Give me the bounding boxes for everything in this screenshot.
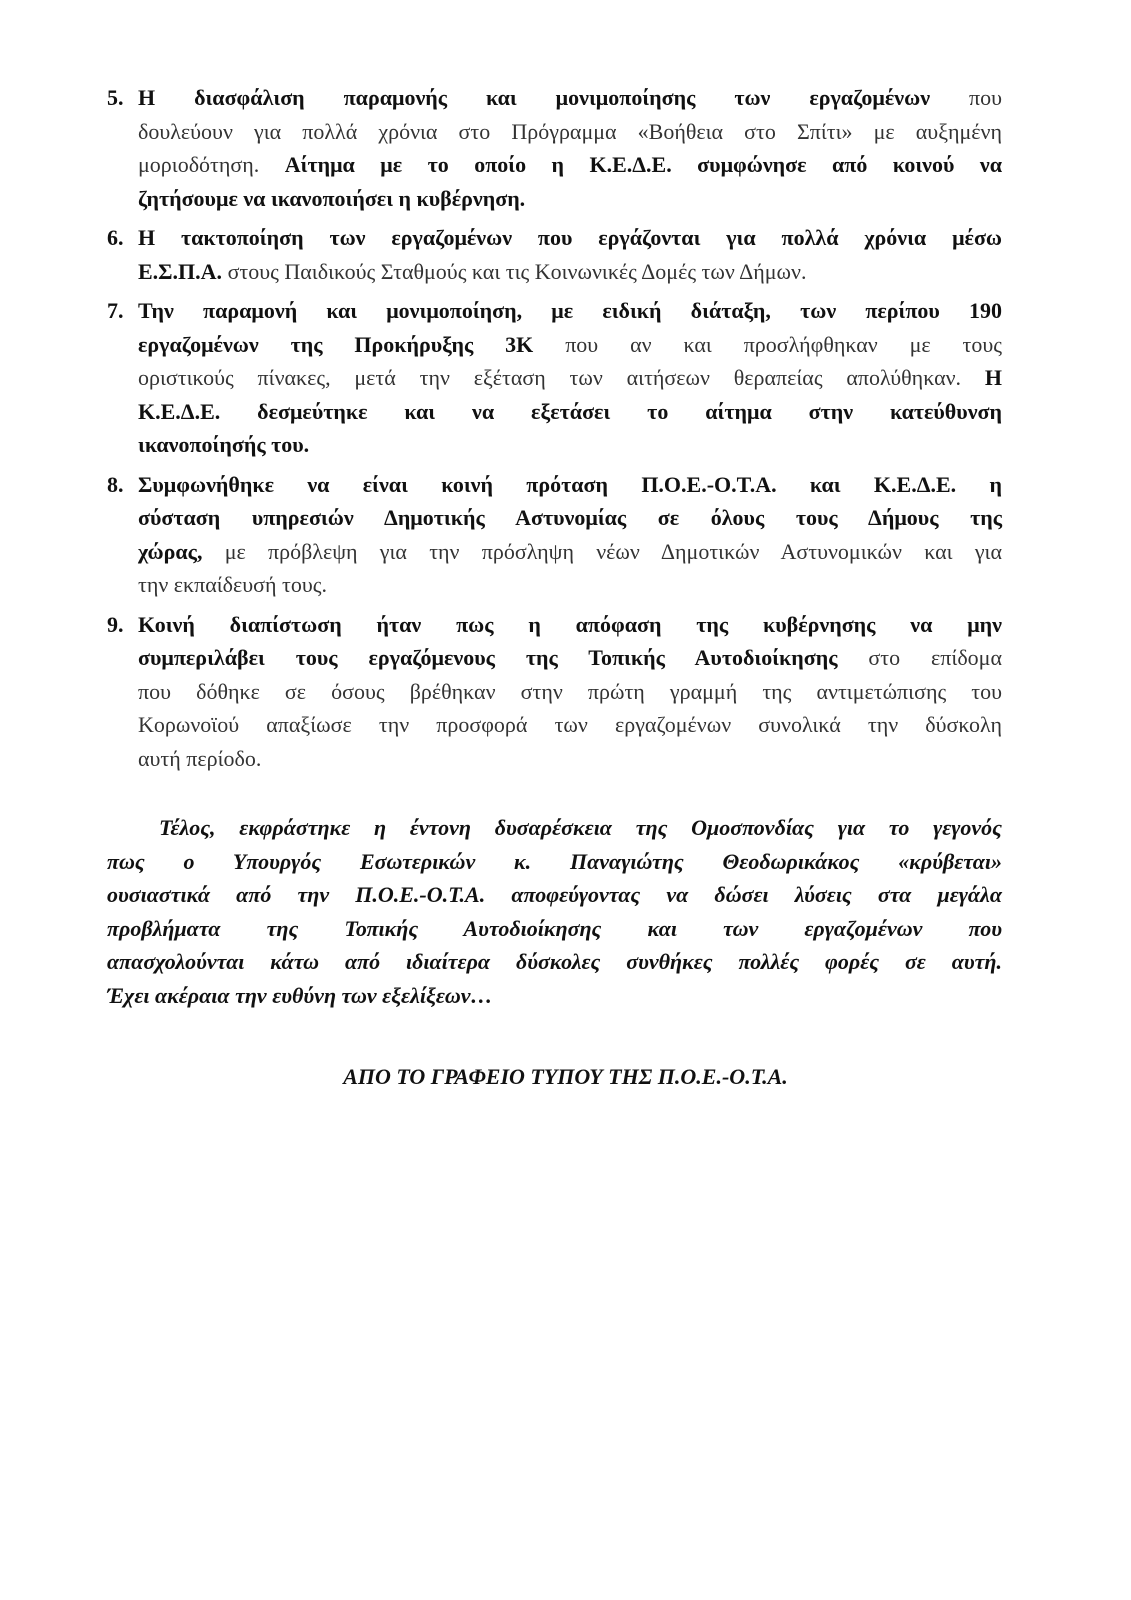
regular-text: που δόθηκε σε όσους βρέθηκαν στην πρώτη γραμμή της αντιμετώπισης του xyxy=(138,678,1002,704)
regular-text: με πρόβλεψη για την πρόσληψη νέων Δημοτικών Αστυνομικών και για xyxy=(202,538,1002,564)
closing-line: απασχολούνται κάτω από ιδιαίτερα δύσκολες συνθήκες πολλές φορές σε αυτή. xyxy=(107,949,1002,974)
bold-text: Η διασφάλιση παραμονής και μονιμοποίησης των εργαζομένων xyxy=(138,85,931,110)
text-line xyxy=(138,294,1002,328)
text-line xyxy=(138,568,1002,602)
closing-line: πως ο Υπουργός Εσωτερικών κ. Παναγιώτης Θεοδωρικάκος «κρύβεται» xyxy=(107,848,1002,874)
text-line xyxy=(138,428,1002,462)
bold-text: συμπεριλάβει τους εργαζόμενους της Τοπικής Αυτοδιοίκησης xyxy=(138,645,838,670)
bold-text: Κ.Ε.Δ.Ε. δεσμεύτηκε και να εξετάσει το αίτημα στην κατεύθυνση xyxy=(138,398,1002,424)
bold-text: Συμφωνήθηκε να είναι κοινή πρόταση Π.Ο.Ε.-Ο.Τ.Α. και Κ.Ε.Δ.Ε. η xyxy=(138,471,1002,497)
list-item xyxy=(107,81,1002,215)
regular-text: που αν και προσλήφθηκαν με τους xyxy=(533,331,1002,357)
bold-text: ζητήσουμε να ικανοποιήσει η κυβέρνηση. xyxy=(138,185,526,211)
text-line xyxy=(138,608,1002,642)
text-line xyxy=(138,501,1002,535)
regular-text: δουλεύουν για πολλά χρόνια στο Πρόγραμμα «Βοήθεια στο Σπίτι» με αυξημένη xyxy=(138,118,1002,144)
regular-text: οριστικούς πίνακες, μετά την εξέταση των αιτήσεων θεραπείας απολύθηκαν. xyxy=(138,365,985,390)
text-line xyxy=(138,148,1002,182)
text-line xyxy=(138,115,1002,149)
regular-text: Κορωνοϊού απαξίωσε την προσφορά των εργαζομένων συνολικά την δύσκολη xyxy=(138,712,1002,737)
closing-line: Τέλος, εκφράστηκε η έντονη δυσαρέσκεια της Ομοσπονδίας για το γεγονός xyxy=(159,815,1002,840)
list-item xyxy=(107,468,1002,602)
bold-text: Την παραμονή και μονιμοποίηση, με ειδική διάταξη, των περίπου 190 xyxy=(138,298,1002,323)
closing-line: προβλήματα της Τοπικής Αυτοδιοίκησης και των εργαζομένων που xyxy=(107,915,1002,941)
regular-text: την εκπαίδευσή τους. xyxy=(138,572,327,597)
regular-text: αυτή περίοδο. xyxy=(138,745,262,771)
closing-paragraph xyxy=(107,811,1002,1012)
regular-text: στους Παιδικούς Σταθμούς και τις Κοινωνικές Δομές των Δήμων. xyxy=(222,258,807,284)
bold-text: Ε.Σ.Π.Α. xyxy=(138,258,223,284)
list-item xyxy=(107,294,1002,462)
text-line xyxy=(138,221,1002,255)
item-number: 8. xyxy=(107,471,124,497)
text-line xyxy=(138,255,1002,289)
numbered-list xyxy=(107,81,1002,775)
signature-line: ΑΠΟ ΤΟ ΓΡΑΦΕΙΟ ΤΥΠΟΥ ΤΗΣ Π.Ο.Ε.-Ο.Τ.Α. xyxy=(343,1064,788,1089)
bold-text: Η τακτοποίηση των εργαζομένων που εργάζονται για πολλά χρόνια μέσω xyxy=(138,225,1002,250)
bold-text: Κοινή διαπίστωση ήταν πως η απόφαση της κυβέρνησης να μην xyxy=(138,611,1002,637)
item-number: 6. xyxy=(107,225,124,250)
bold-text: σύσταση υπηρεσιών Δημοτικής Αστυνομίας σε όλους τους Δήμους της xyxy=(138,505,1002,530)
regular-text: μοριοδότηση. xyxy=(138,152,285,177)
list-item xyxy=(107,221,1002,288)
regular-text: που xyxy=(930,85,1002,110)
text-line xyxy=(138,641,1002,675)
closing-line: ουσιαστικά από την Π.Ο.Ε.-Ο.Τ.Α. αποφεύγοντας να δώσει λύσεις στα μεγάλα xyxy=(107,882,1002,907)
bold-text: Η xyxy=(984,365,1002,390)
list-item xyxy=(107,608,1002,776)
text-line xyxy=(138,328,1002,362)
item-number: 7. xyxy=(107,298,124,323)
text-line xyxy=(138,742,1002,776)
text-line xyxy=(138,468,1002,502)
bold-text: εργαζομένων της Προκήρυξης 3Κ xyxy=(138,331,534,357)
bold-text: ικανοποίησής του. xyxy=(138,432,310,457)
text-line xyxy=(138,361,1002,395)
regular-text: στο επίδομα xyxy=(837,645,1003,670)
text-line xyxy=(138,395,1002,429)
text-line xyxy=(138,535,1002,569)
closing-line: Έχει ακέραια την ευθύνη των εξελίξεων… xyxy=(107,982,493,1008)
text-line xyxy=(138,182,1002,216)
document-body xyxy=(107,81,1002,1012)
item-number: 9. xyxy=(107,611,124,637)
text-line xyxy=(138,675,1002,709)
text-line xyxy=(138,708,1002,742)
text-line xyxy=(138,81,1002,115)
bold-text: χώρας, xyxy=(138,538,203,564)
bold-text: Αίτημα με το οποίο η Κ.Ε.Δ.Ε. συμφώνησε από κοινού να xyxy=(284,152,1002,177)
item-number: 5. xyxy=(107,85,124,110)
